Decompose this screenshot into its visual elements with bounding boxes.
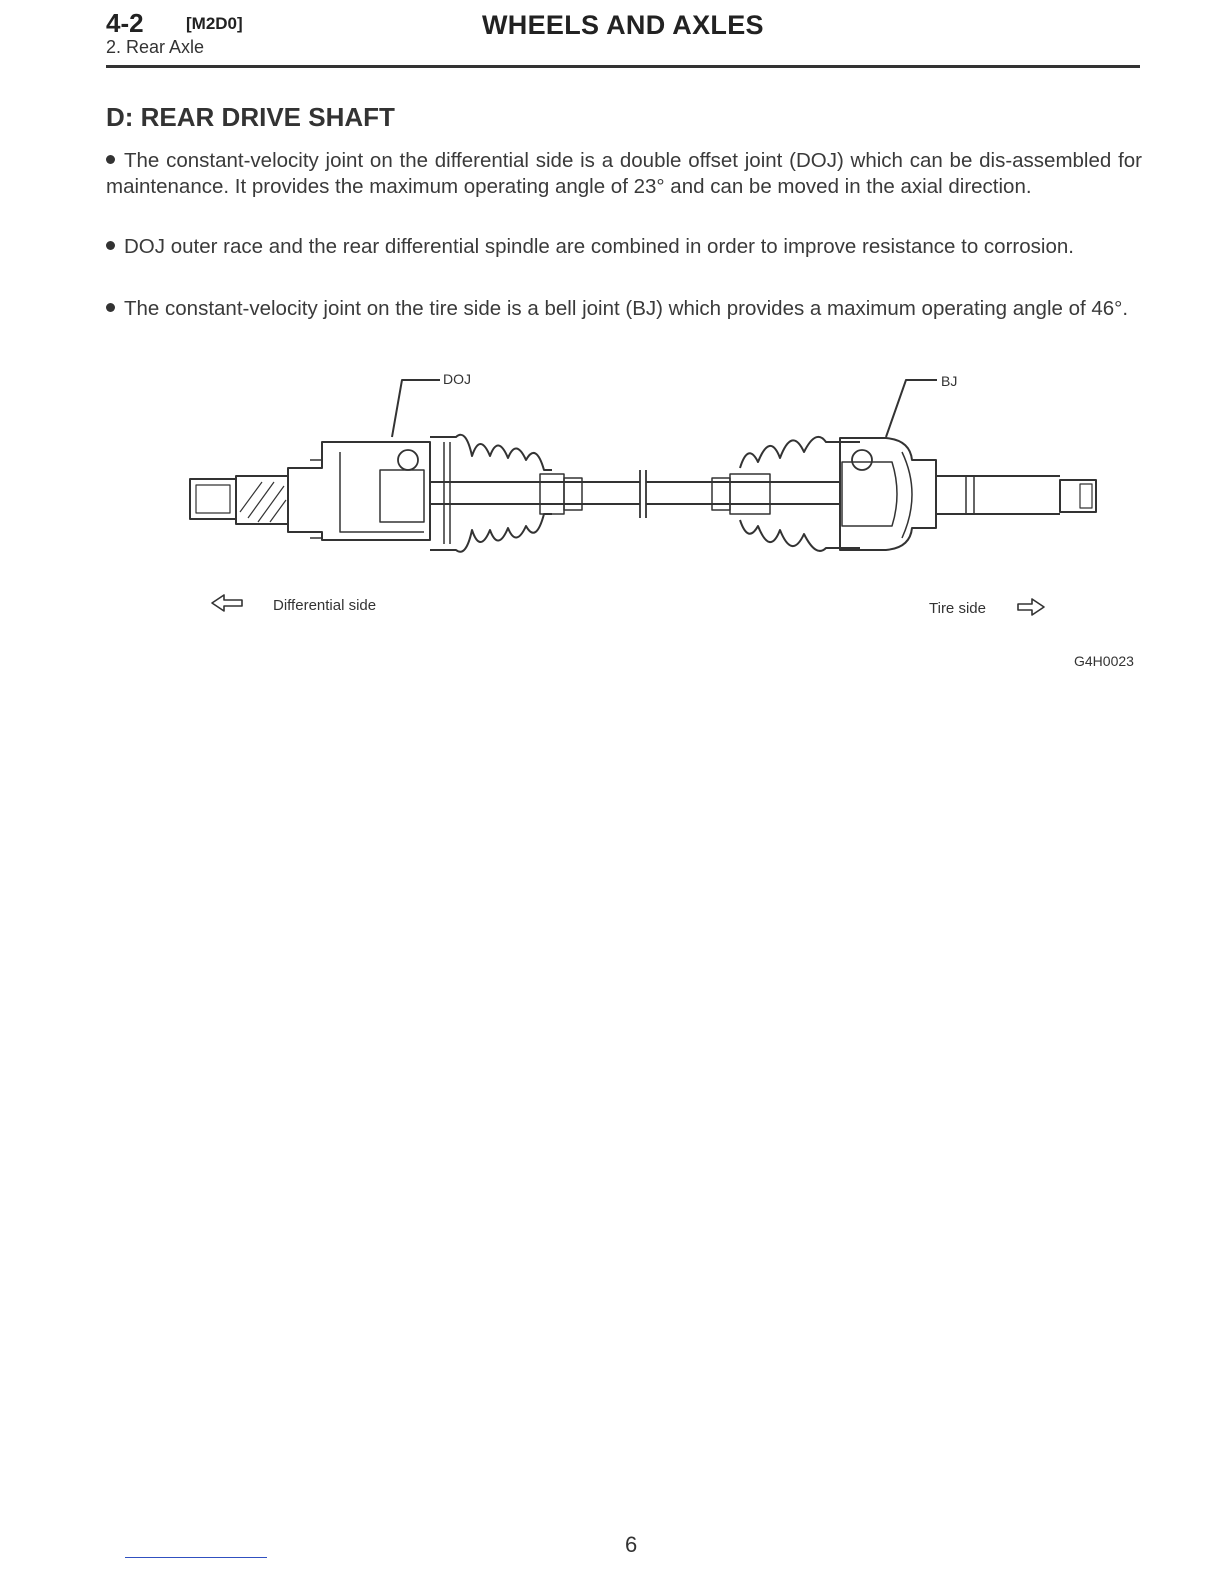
label-differential-side: Differential side — [273, 597, 377, 614]
bullet-icon — [106, 303, 115, 312]
section-code: [M2D0] — [186, 14, 243, 33]
section-heading: D: REAR DRIVE SHAFT — [106, 102, 395, 132]
bj-leader-line — [886, 380, 937, 437]
label-bj: BJ — [941, 373, 958, 389]
paragraph-doj — [106, 148, 1142, 200]
paragraph-bj — [106, 296, 1142, 322]
drive-shaft-figure — [180, 362, 1140, 682]
arrow-right-icon — [1018, 599, 1044, 615]
doj-outer-race — [288, 442, 430, 540]
shaft-right-section — [646, 482, 840, 504]
doj-boot — [430, 435, 552, 552]
chapter-title: WHEELS AND AXLES — [482, 10, 764, 40]
bj-ball — [852, 450, 872, 470]
label-tire-side: Tire side — [929, 600, 986, 617]
paragraph-text: DOJ outer race and the rear differential spindle are combined in order to improve resistance to corrosion. — [124, 235, 1074, 258]
stub-axle — [936, 476, 1060, 514]
subsection-title: 2. Rear Axle — [106, 37, 205, 57]
doj-inner-race — [380, 470, 424, 522]
bullet-icon — [106, 155, 115, 164]
page-number: 6 — [625, 1532, 638, 1557]
paragraph-corrosion — [106, 234, 1142, 260]
paragraph-text: The constant-velocity joint on the tire side is a bell joint (BJ) which provides a maximum operating angle of 46°. — [124, 297, 1129, 320]
drive-shaft-diagram — [180, 362, 1140, 682]
shaft-left-section — [430, 482, 640, 504]
bullet-icon — [106, 241, 115, 250]
label-doj: DOJ — [443, 371, 471, 387]
doj-ball — [398, 450, 418, 470]
arrow-left-icon — [212, 595, 242, 611]
header-divider — [106, 65, 1140, 68]
bj-inner-race — [842, 462, 897, 526]
section-number: 4-2 — [106, 8, 144, 38]
paragraph-text: The constant-velocity joint on the differential side is a double offset joint (DOJ) which can be dis-assembled for maintenance. It provides the maximum operating angle of 23° and can be moved in the axial direction. — [106, 149, 1142, 198]
footer-link-line — [125, 1557, 267, 1558]
stub-axle-end — [1060, 480, 1096, 512]
doj-leader-line — [392, 380, 440, 437]
figure-code: G4H0023 — [1074, 653, 1134, 669]
